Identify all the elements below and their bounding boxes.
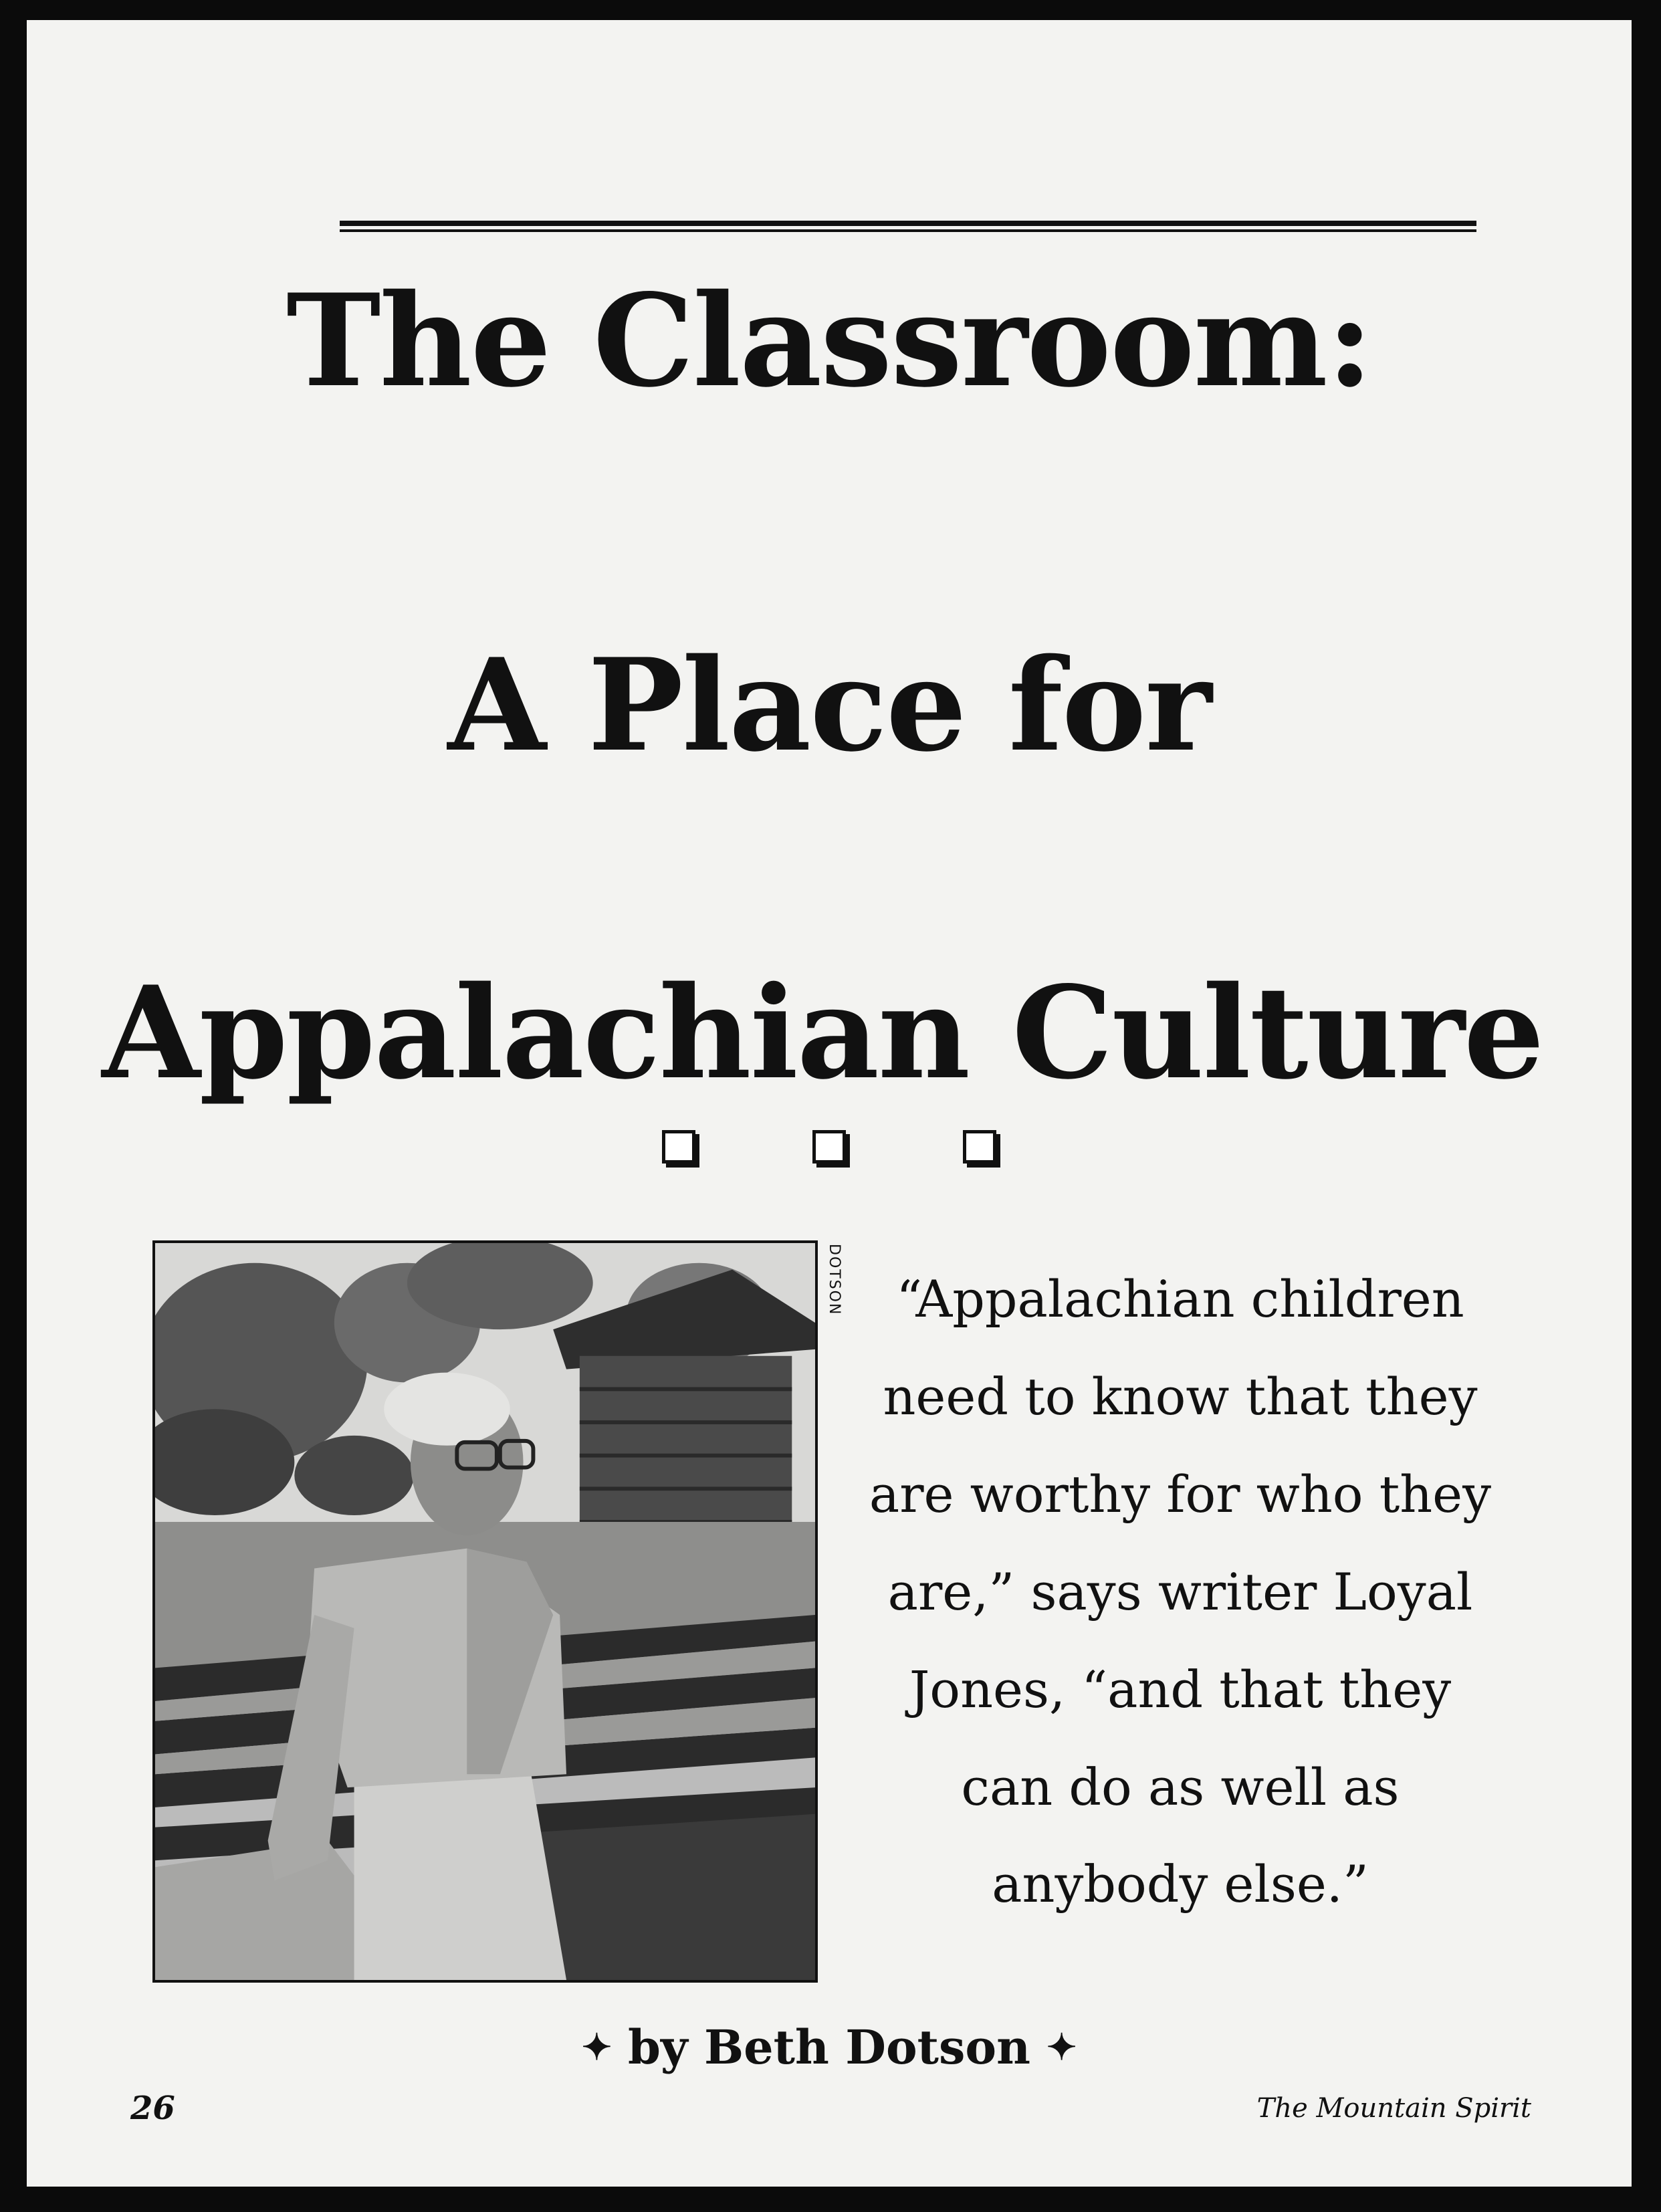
star-ornament-icon: ✦ — [1046, 2025, 1077, 2068]
quote-line: Jones, “and that they — [909, 1659, 1452, 1719]
title-line-2: A Place for — [447, 631, 1211, 780]
quote-line: are worthy for who they — [869, 1464, 1492, 1524]
byline — [27, 2019, 1632, 2075]
photo-illustration — [155, 1243, 815, 1980]
magazine-page — [27, 20, 1632, 2187]
section-divider — [27, 1130, 1632, 1164]
quote-line: are,” says writer Loyal — [887, 1561, 1473, 1622]
title-line-3: Appalachian Culture — [102, 958, 1543, 1107]
publication-name: The Mountain Spirit — [1256, 2093, 1531, 2124]
pull-quote — [846, 1250, 1515, 1933]
quote-line: “Appalachian children — [896, 1269, 1464, 1329]
divider-box-icon — [963, 1130, 996, 1164]
page-number: 26 — [130, 2090, 175, 2127]
photo-credit: DOTSON — [826, 1244, 843, 1316]
star-ornament-icon: ✦ — [581, 2025, 612, 2068]
quote-line: anybody else.” — [992, 1854, 1369, 1914]
portrait-photo — [152, 1240, 818, 1983]
byline-text: by Beth Dotson — [627, 2019, 1030, 2075]
title-rule-bottom — [340, 229, 1476, 232]
title-line-1: The Classroom: — [286, 266, 1372, 415]
divider-box-icon — [662, 1130, 695, 1164]
divider-box-icon — [812, 1130, 846, 1164]
quote-line: can do as well as — [961, 1757, 1400, 1817]
quote-line: need to know that they — [883, 1366, 1478, 1426]
title-rule-top — [340, 221, 1476, 226]
